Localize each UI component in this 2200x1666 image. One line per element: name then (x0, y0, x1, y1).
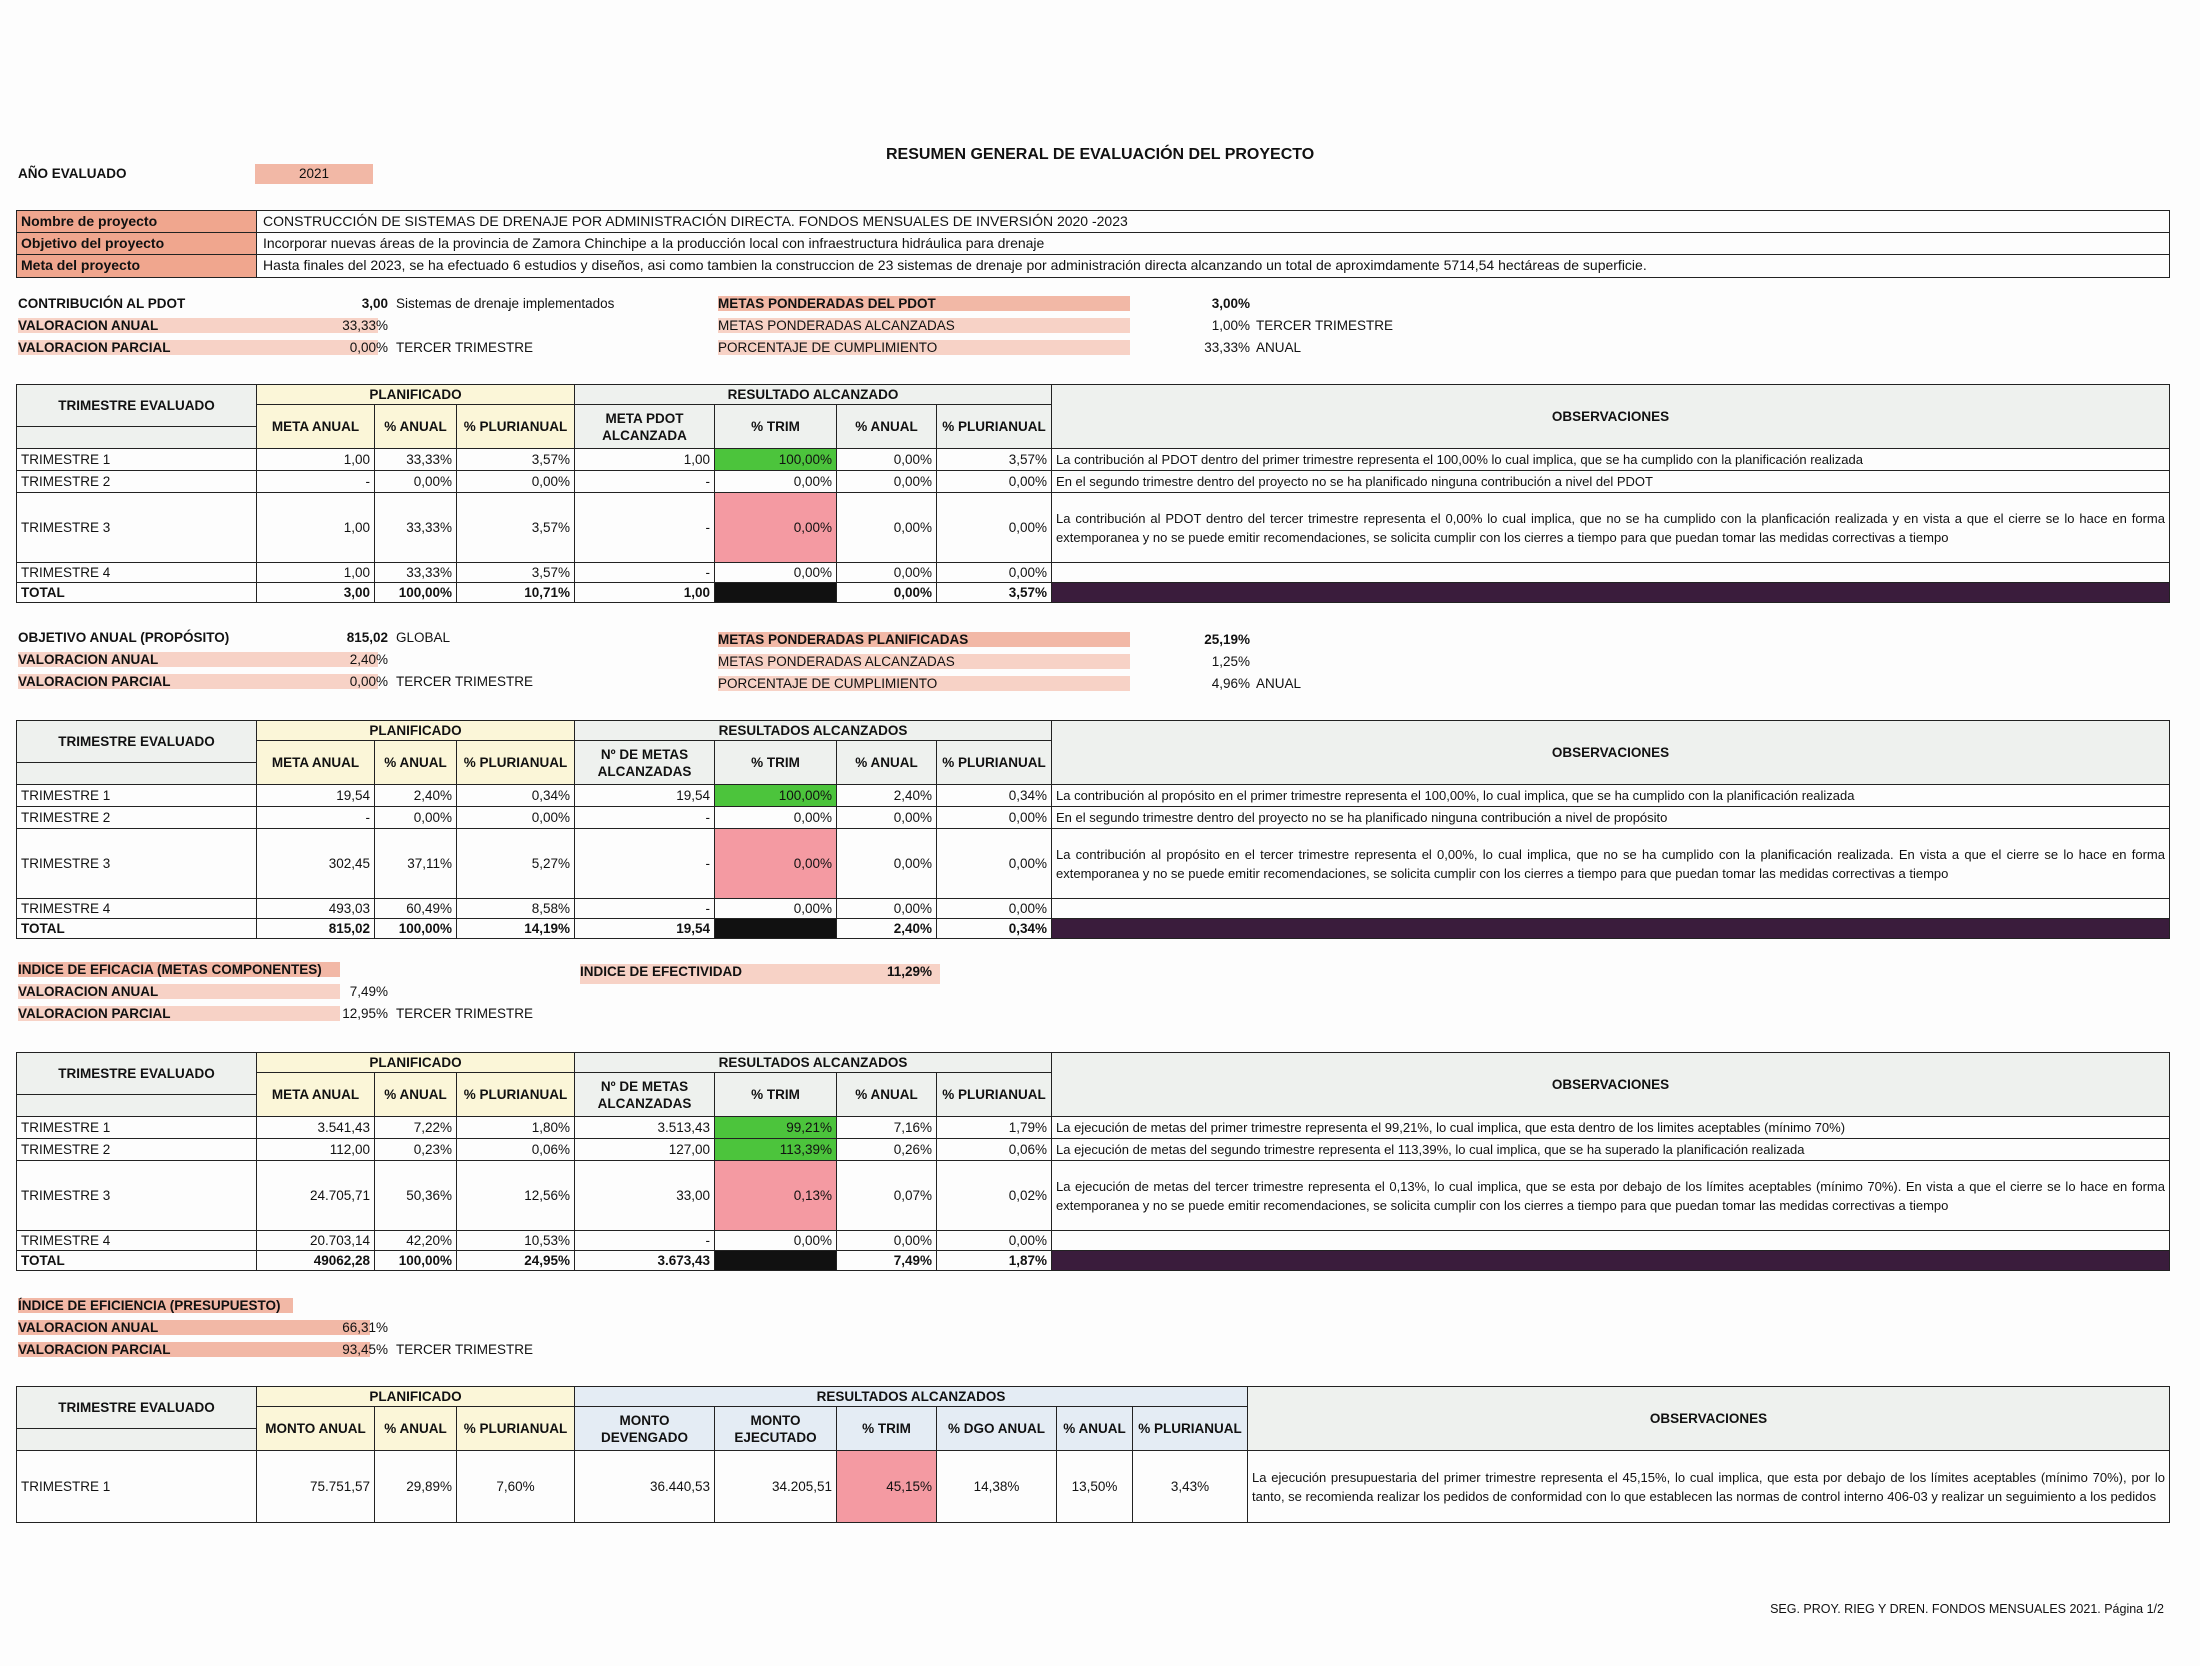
t2-r4-trimestre: TRIMESTRE 4 (17, 899, 257, 919)
t1-r3-meta-anual: 1,00 (257, 493, 375, 563)
t2-r2-trimestre: TRIMESTRE 2 (17, 807, 257, 829)
t1-r4-meta-anual: 1,00 (257, 563, 375, 583)
t3-r4-pct-plur: 10,53% (457, 1231, 575, 1251)
t1-total-obs-bar (1052, 583, 2170, 603)
t2-r4-pct-anual2: 0,00% (837, 899, 937, 919)
t3-h-pct-plur: % PLURIANUAL (457, 1073, 575, 1117)
t4-r1-monto-dev: 36.440,53 (575, 1451, 715, 1523)
t1-r4-pct-plur2: 0,00% (937, 563, 1052, 583)
t3-r1-pct-anual: 7,22% (375, 1117, 457, 1139)
t3-r2-trimestre: TRIMESTRE 2 (17, 1139, 257, 1161)
eficacia-val-anual-label: VALORACION ANUAL (18, 984, 340, 999)
prop-val-parcial-desc: TERCER TRIMESTRE (396, 674, 534, 689)
eficiencia-val-parcial-value: 93,45% (342, 1342, 388, 1357)
t1-r3-pct-plur: 3,57% (457, 493, 575, 563)
table-row (17, 1161, 2170, 1231)
t4-r1-pct-anual: 29,89% (375, 1451, 457, 1523)
t2-r4-pct-trim: 0,00% (715, 899, 837, 919)
prop-metas-alc-value: 1,25% (1211, 654, 1250, 669)
t2-h-pct-trim: % TRIM (715, 741, 837, 785)
t3-r3-nro-metas: 33,00 (575, 1161, 715, 1231)
table-row (17, 785, 2170, 807)
eficacia-summary (18, 962, 534, 1028)
pdot-table (16, 384, 2170, 603)
t1-h-pct-plur: % PLURIANUAL (457, 405, 575, 449)
prop-metas-pond-value: 25,19% (1204, 632, 1250, 647)
t2-r2-meta-anual: - (257, 807, 375, 829)
t2-total-obs-bar (1052, 919, 2170, 939)
t3-total-pct-trim (715, 1251, 837, 1271)
t3-r3-trimestre: TRIMESTRE 3 (17, 1161, 257, 1231)
t1-h-planificado: PLANIFICADO (257, 385, 575, 405)
t2-total-meta-anual: 815,02 (257, 919, 375, 939)
eficiencia-summary (18, 1298, 534, 1364)
t3-r2-pct-plur: 0,06% (457, 1139, 575, 1161)
t1-h-pct-anual2: % ANUAL (837, 405, 937, 449)
eficacia-val-anual-value: 7,49% (349, 984, 388, 999)
t1-total-meta-anual: 3,00 (257, 583, 375, 603)
table-total-row (17, 583, 2170, 603)
t1-r1-pct-plur2: 3,57% (937, 449, 1052, 471)
t3-h-pct-trim: % TRIM (715, 1073, 837, 1117)
t2-r2-pct-trim: 0,00% (715, 807, 837, 829)
t4-h-pct-plur: % PLURIANUAL (457, 1407, 575, 1451)
t3-h-meta-anual: META ANUAL (257, 1073, 375, 1117)
t4-h-pct-anual2: % ANUAL (1057, 1407, 1133, 1451)
t2-r3-pct-anual2: 0,00% (837, 829, 937, 899)
t4-h-obs: OBSERVACIONES (1248, 1387, 2170, 1451)
table-row (17, 1117, 2170, 1139)
table-row (17, 563, 2170, 583)
t1-total-pct-anual2: 0,00% (837, 583, 937, 603)
t2-r4-pct-plur: 8,58% (457, 899, 575, 919)
t4-h-resultado: RESULTADOS ALCANZADOS (575, 1387, 1248, 1407)
t2-h-pct-anual: % ANUAL (375, 741, 457, 785)
t1-r3-pct-anual2: 0,00% (837, 493, 937, 563)
t2-h-planificado: PLANIFICADO (257, 721, 575, 741)
project-info (16, 210, 2170, 278)
t1-r2-pct-plur: 0,00% (457, 471, 575, 493)
t2-r2-pct-plur2: 0,00% (937, 807, 1052, 829)
t2-h-trimestre: TRIMESTRE EVALUADO (17, 721, 257, 763)
t4-r1-monto-ejec: 34.205,51 (715, 1451, 837, 1523)
pdot-contrib-label: CONTRIBUCIÓN AL PDOT (18, 296, 186, 311)
t4-h-trimestre: TRIMESTRE EVALUADO (17, 1387, 257, 1429)
t3-r4-meta-anual: 20.703,14 (257, 1231, 375, 1251)
t1-h-meta-anual: META ANUAL (257, 405, 375, 449)
t2-r3-pct-trim: 0,00% (715, 829, 837, 899)
project-goal-value: Hasta finales del 2023, se ha efectuado 6 estudios y diseños, asi como tambien la construccion de 23 sistemas de drenaje por administración directa alcanzando un total de aproximdamente 5714,54 hectáreas de superficie. (263, 257, 1647, 273)
pdot-metas-alc-value: 1,00% (1211, 318, 1250, 333)
t2-total-pct-plur2: 0,34% (937, 919, 1052, 939)
pdot-metas-pond-value: 3,00% (1211, 296, 1250, 311)
t3-r3-meta-anual: 24.705,71 (257, 1161, 375, 1231)
t1-total-meta-pdot: 1,00 (575, 583, 715, 603)
t1-h-meta-pdot: META PDOT ALCANZADA (575, 405, 715, 449)
t3-r3-obs: La ejecución de metas del tercer trimestre representa el 0,13%, lo cual implica, que se esta por debajo de los límites aceptables (mínimo 70%). En vista a que el cierre se lo hace en forma extemporanea y no se puede emitir recomendaciones, se solicita cumplir con los cierres a tiempo para que puedan tomar las medidas correctivas a tiempo (1052, 1161, 2170, 1231)
t1-r4-trimestre: TRIMESTRE 4 (17, 563, 257, 583)
t1-r2-pct-anual2: 0,00% (837, 471, 937, 493)
t1-r4-meta-pdot: - (575, 563, 715, 583)
prop-metas-pond-label: METAS PONDERADAS PLANIFICADAS (718, 632, 1130, 647)
t3-r3-pct-trim: 0,13% (715, 1161, 837, 1231)
eficacia-val-parcial-value: 12,95% (342, 1006, 388, 1021)
eficacia-label: INDICE DE EFICACIA (METAS COMPONENTES) (18, 962, 340, 977)
t3-r2-nro-metas: 127,00 (575, 1139, 715, 1161)
t1-r2-pct-anual: 0,00% (375, 471, 457, 493)
t2-r1-pct-anual2: 2,40% (837, 785, 937, 807)
t2-r3-obs: La contribución al propósito en el tercer trimestre representa el 0,00%, lo cual implica, que no se ha cumplido con la planificación realizada. En vista a que el cierre se lo hace en forma extemporanea y no se puede emitir recomendaciones, se solicita cumplir con los cierres a tiempo para que puedan tomar las medidas correctivas a tiempo (1052, 829, 2170, 899)
t3-r1-meta-anual: 3.541,43 (257, 1117, 375, 1139)
pdot-val-parcial-value: 0,00% (349, 340, 388, 355)
t3-r4-pct-plur2: 0,00% (937, 1231, 1052, 1251)
t1-h-pct-trim: % TRIM (715, 405, 837, 449)
t3-r4-obs (1052, 1231, 2170, 1251)
t1-r2-pct-trim: 0,00% (715, 471, 837, 493)
eficacia-table (16, 1052, 2170, 1271)
t2-r1-pct-anual: 2,40% (375, 785, 457, 807)
t1-r3-pct-anual: 33,33% (375, 493, 457, 563)
t3-total-nro-metas: 3.673,43 (575, 1251, 715, 1271)
t4-h-pct-anual: % ANUAL (375, 1407, 457, 1451)
t4-h-spacer (17, 1429, 257, 1451)
t3-h-pct-plur2: % PLURIANUAL (937, 1073, 1052, 1117)
t2-r3-pct-plur2: 0,00% (937, 829, 1052, 899)
efectividad-value: 11,29% (886, 964, 932, 979)
t2-r1-pct-trim: 100,00% (715, 785, 837, 807)
anio-value: 2021 (255, 164, 373, 184)
prop-val-parcial-value: 0,00% (349, 674, 388, 689)
t2-r2-nro-metas: - (575, 807, 715, 829)
eficiencia-val-parcial-label: VALORACION PARCIAL (18, 1342, 370, 1357)
project-goal-label: Meta del proyecto (17, 255, 257, 277)
pdot-contrib-value: 3,00 (361, 296, 388, 311)
pdot-val-parcial-desc: TERCER TRIMESTRE (396, 340, 534, 355)
t4-h-monto-ejec: MONTO EJECUTADO (715, 1407, 837, 1451)
t3-r3-pct-anual2: 0,07% (837, 1161, 937, 1231)
table-total-row (17, 919, 2170, 939)
t1-r1-obs: La contribución al PDOT dentro del primer trimestre representa el 100,00% lo cual implica, que se ha cumplido con la planificación realizada (1052, 449, 2170, 471)
t3-h-pct-anual: % ANUAL (375, 1073, 457, 1117)
pdot-metas-alc-desc: TERCER TRIMESTRE (1256, 318, 1394, 333)
t4-h-planificado: PLANIFICADO (257, 1387, 575, 1407)
prop-obj-desc: GLOBAL (396, 630, 451, 645)
prop-obj-label: OBJETIVO ANUAL (PROPÓSITO) (18, 630, 230, 645)
pdot-val-anual-value: 33,33% (342, 318, 388, 333)
t2-total-label: TOTAL (17, 919, 257, 939)
t2-r1-pct-plur2: 0,34% (937, 785, 1052, 807)
t3-r1-trimestre: TRIMESTRE 1 (17, 1117, 257, 1139)
t1-r4-pct-trim: 0,00% (715, 563, 837, 583)
t3-total-meta-anual: 49062,28 (257, 1251, 375, 1271)
prop-obj-value: 815,02 (346, 630, 388, 645)
project-name-value: CONSTRUCCIÓN DE SISTEMAS DE DRENAJE POR ADMINISTRACIÓN DIRECTA. FONDOS MENSUALES DE INVERSIÓN 2020 -2023 (263, 213, 1128, 229)
t3-r1-pct-trim: 99,21% (715, 1117, 837, 1139)
pdot-metas-alc-label: METAS PONDERADAS ALCANZADAS (718, 318, 1130, 333)
t1-r2-meta-anual: - (257, 471, 375, 493)
t1-r1-pct-plur: 3,57% (457, 449, 575, 471)
t2-r2-pct-anual: 0,00% (375, 807, 457, 829)
t2-r4-nro-metas: - (575, 899, 715, 919)
table-row (17, 493, 2170, 563)
table-row (17, 899, 2170, 919)
eficiencia-val-anual-value: 66,31% (342, 1320, 388, 1335)
pdot-cumpl-value: 33,33% (1204, 340, 1250, 355)
t1-h-obs: OBSERVACIONES (1052, 385, 2170, 449)
t3-h-pct-anual2: % ANUAL (837, 1073, 937, 1117)
table-row (17, 449, 2170, 471)
t3-r4-pct-anual: 42,20% (375, 1231, 457, 1251)
t1-h-pct-anual: % ANUAL (375, 405, 457, 449)
anio-label: AÑO EVALUADO (18, 166, 127, 181)
page-title: RESUMEN GENERAL DE EVALUACIÓN DEL PROYECTO (886, 146, 1315, 163)
t2-total-nro-metas: 19,54 (575, 919, 715, 939)
t2-h-obs: OBSERVACIONES (1052, 721, 2170, 785)
t2-h-meta-anual: META ANUAL (257, 741, 375, 785)
t3-r2-obs: La ejecución de metas del segundo trimestre representa el 113,39%, lo cual implica, que se ha superado la planificación realizada (1052, 1139, 2170, 1161)
t2-r4-pct-anual: 60,49% (375, 899, 457, 919)
t3-r4-pct-trim: 0,00% (715, 1231, 837, 1251)
t3-total-pct-plur2: 1,87% (937, 1251, 1052, 1271)
t3-r2-pct-anual2: 0,26% (837, 1139, 937, 1161)
t3-r1-nro-metas: 3.513,43 (575, 1117, 715, 1139)
eficacia-val-parcial-desc: TERCER TRIMESTRE (396, 1006, 534, 1021)
t3-r1-pct-plur: 1,80% (457, 1117, 575, 1139)
t1-r1-meta-pdot: 1,00 (575, 449, 715, 471)
t3-h-planificado: PLANIFICADO (257, 1053, 575, 1073)
project-goal-row (17, 255, 2169, 277)
eficiencia-val-parcial-desc: TERCER TRIMESTRE (396, 1342, 534, 1357)
t1-r3-trimestre: TRIMESTRE 3 (17, 493, 257, 563)
t1-r3-meta-pdot: - (575, 493, 715, 563)
t2-r1-trimestre: TRIMESTRE 1 (17, 785, 257, 807)
efectividad-label: INDICE DE EFECTIVIDAD (580, 964, 743, 979)
t2-r2-pct-anual2: 0,00% (837, 807, 937, 829)
t3-r1-pct-plur2: 1,79% (937, 1117, 1052, 1139)
t3-r2-pct-trim: 113,39% (715, 1139, 837, 1161)
t3-h-trimestre: TRIMESTRE EVALUADO (17, 1053, 257, 1095)
eficiencia-label: ÍNDICE DE EFICIENCIA (PRESUPUESTO) (18, 1298, 293, 1313)
t2-h-nro-metas: Nº DE METAS ALCANZADAS (575, 741, 715, 785)
t4-h-monto-dev: MONTO DEVENGADO (575, 1407, 715, 1451)
t3-r3-pct-anual: 50,36% (375, 1161, 457, 1231)
t1-r4-pct-anual: 33,33% (375, 563, 457, 583)
table-row (17, 1139, 2170, 1161)
prop-cumpl-desc: ANUAL (1256, 676, 1302, 691)
eficiencia-table (16, 1386, 2170, 1523)
t3-total-pct-anual: 100,00% (375, 1251, 457, 1271)
t2-r4-meta-anual: 493,03 (257, 899, 375, 919)
pdot-metas-summary (718, 296, 1394, 362)
t1-total-pct-trim (715, 583, 837, 603)
t1-r1-pct-anual: 33,33% (375, 449, 457, 471)
project-name-label: Nombre de proyecto (17, 211, 257, 232)
t1-r1-pct-anual2: 0,00% (837, 449, 937, 471)
table-row (17, 807, 2170, 829)
t1-r2-trimestre: TRIMESTRE 2 (17, 471, 257, 493)
pdot-val-parcial-label: VALORACION PARCIAL (18, 340, 378, 355)
t2-r3-trimestre: TRIMESTRE 3 (17, 829, 257, 899)
project-objective-label: Objetivo del proyecto (17, 233, 257, 254)
proposito-metas-summary (718, 632, 1302, 698)
t1-r4-pct-plur: 3,57% (457, 563, 575, 583)
t3-r2-pct-plur2: 0,06% (937, 1139, 1052, 1161)
project-objective-value: Incorporar nuevas áreas de la provincia de Zamora Chinchipe a la producción local con infraestructura hidráulica para drenaje (263, 235, 1045, 251)
t3-total-pct-plur: 24,95% (457, 1251, 575, 1271)
t2-r4-obs (1052, 899, 2170, 919)
t4-r1-trimestre: TRIMESTRE 1 (17, 1451, 257, 1523)
t4-h-pct-trim: % TRIM (837, 1407, 937, 1451)
efectividad-box (580, 964, 940, 984)
t1-h-pct-plur2: % PLURIANUAL (937, 405, 1052, 449)
pdot-val-anual-label: VALORACION ANUAL (18, 318, 378, 333)
t1-total-label: TOTAL (17, 583, 257, 603)
prop-val-anual-value: 2,40% (349, 652, 388, 667)
t2-total-pct-trim (715, 919, 837, 939)
page-footer: SEG. PROY. RIEG Y DREN. FONDOS MENSUALES 2021. Página 1/2 (1770, 1602, 2164, 1616)
t2-r3-pct-anual: 37,11% (375, 829, 457, 899)
prop-val-anual-label: VALORACION ANUAL (18, 652, 378, 667)
prop-cumpl-value: 4,96% (1211, 676, 1250, 691)
t3-total-obs-bar (1052, 1251, 2170, 1271)
t2-r3-pct-plur: 5,27% (457, 829, 575, 899)
pdot-cumpl-desc: ANUAL (1256, 340, 1302, 355)
t1-h-spacer (17, 427, 257, 449)
pdot-contrib-desc: Sistemas de drenaje implementados (396, 296, 615, 311)
t3-r4-trimestre: TRIMESTRE 4 (17, 1231, 257, 1251)
t4-h-pct-plur2: % PLURIANUAL (1133, 1407, 1248, 1451)
table-row (17, 829, 2170, 899)
prop-cumpl-label: PORCENTAJE DE CUMPLIMIENTO (718, 676, 1130, 691)
t4-r1-pct-plur2: 3,43% (1133, 1451, 1248, 1523)
t1-r2-pct-plur2: 0,00% (937, 471, 1052, 493)
t2-r1-obs: La contribución al propósito en el primer trimestre representa el 100,00%, lo cual implica, que se ha cumplido con la planificación realizada (1052, 785, 2170, 807)
t2-r3-nro-metas: - (575, 829, 715, 899)
t2-r2-pct-plur: 0,00% (457, 807, 575, 829)
t3-r2-meta-anual: 112,00 (257, 1139, 375, 1161)
t2-total-pct-anual2: 2,40% (837, 919, 937, 939)
prop-val-parcial-label: VALORACION PARCIAL (18, 674, 378, 689)
t1-total-pct-anual: 100,00% (375, 583, 457, 603)
t4-r1-monto-anual: 75.751,57 (257, 1451, 375, 1523)
t3-r3-pct-plur2: 0,02% (937, 1161, 1052, 1231)
t1-r1-trimestre: TRIMESTRE 1 (17, 449, 257, 471)
project-objective-row (17, 233, 2169, 255)
t3-total-label: TOTAL (17, 1251, 257, 1271)
table-row (17, 1231, 2170, 1251)
pdot-summary (18, 296, 615, 362)
t1-r1-pct-trim: 100,00% (715, 449, 837, 471)
t2-r2-obs: En el segundo trimestre dentro del proyecto no se ha planificado ninguna contribución a nivel de propósito (1052, 807, 2170, 829)
t2-total-pct-anual: 100,00% (375, 919, 457, 939)
t2-r4-pct-plur2: 0,00% (937, 899, 1052, 919)
t1-r2-meta-pdot: - (575, 471, 715, 493)
t2-r1-meta-anual: 19,54 (257, 785, 375, 807)
eficiencia-val-anual-label: VALORACION ANUAL (18, 1320, 370, 1335)
t2-h-pct-anual2: % ANUAL (837, 741, 937, 785)
t1-h-resultado: RESULTADO ALCANZADO (575, 385, 1052, 405)
proposito-summary (18, 630, 534, 696)
t3-r1-pct-anual2: 7,16% (837, 1117, 937, 1139)
table-total-row (17, 1251, 2170, 1271)
t2-h-pct-plur: % PLURIANUAL (457, 741, 575, 785)
t3-r4-pct-anual2: 0,00% (837, 1231, 937, 1251)
t1-r3-obs: La contribución al PDOT dentro del tercer trimestre representa el 0,00% lo cual implica, que no se ha cumplido con la planficación realizada y en vista a que el cierre se lo hace en forma extemporanea y no se puede emitir recomendaciones, se solicita cumplir con los cierres a tiempo para que puedan tomar las medidas correctivas a tiempo (1052, 493, 2170, 563)
t2-h-resultado: RESULTADOS ALCANZADOS (575, 721, 1052, 741)
t2-r1-nro-metas: 19,54 (575, 785, 715, 807)
pdot-cumpl-label: PORCENTAJE DE CUMPLIMIENTO (718, 340, 1130, 355)
pdot-metas-pond-label: METAS PONDERADAS DEL PDOT (718, 296, 1130, 311)
t3-h-spacer (17, 1095, 257, 1117)
t3-r4-nro-metas: - (575, 1231, 715, 1251)
t2-r3-meta-anual: 302,45 (257, 829, 375, 899)
t1-r4-obs (1052, 563, 2170, 583)
t4-h-pct-dgo: % DGO ANUAL (937, 1407, 1057, 1451)
t4-r1-pct-anual2: 13,50% (1057, 1451, 1133, 1523)
t3-h-obs: OBSERVACIONES (1052, 1053, 2170, 1117)
t1-r3-pct-trim: 0,00% (715, 493, 837, 563)
t1-r1-meta-anual: 1,00 (257, 449, 375, 471)
project-name-row (17, 211, 2169, 233)
t4-r1-pct-plur: 7,60% (457, 1451, 575, 1523)
t1-r3-pct-plur2: 0,00% (937, 493, 1052, 563)
t3-r3-pct-plur: 12,56% (457, 1161, 575, 1231)
eficacia-val-parcial-label: VALORACION PARCIAL (18, 1006, 340, 1021)
t3-h-nro-metas: Nº DE METAS ALCANZADAS (575, 1073, 715, 1117)
t2-total-pct-plur: 14,19% (457, 919, 575, 939)
t1-r2-obs: En el segundo trimestre dentro del proyecto no se ha planificado ninguna contribución a nivel del PDOT (1052, 471, 2170, 493)
t3-r2-pct-anual: 0,23% (375, 1139, 457, 1161)
t3-r1-obs: La ejecución de metas del primer trimestre representa el 99,21%, lo cual implica, que esta dentro de los limites aceptables (mínimo 70%) (1052, 1117, 2170, 1139)
table-row (17, 471, 2170, 493)
t4-r1-pct-dgo: 14,38% (937, 1451, 1057, 1523)
t2-r1-pct-plur: 0,34% (457, 785, 575, 807)
t3-h-resultado: RESULTADOS ALCANZADOS (575, 1053, 1052, 1073)
t1-total-pct-plur2: 3,57% (937, 583, 1052, 603)
t1-total-pct-plur: 10,71% (457, 583, 575, 603)
proposito-table (16, 720, 2170, 939)
t4-h-monto-anual: MONTO ANUAL (257, 1407, 375, 1451)
t2-h-pct-plur2: % PLURIANUAL (937, 741, 1052, 785)
t1-h-trimestre: TRIMESTRE EVALUADO (17, 385, 257, 427)
prop-metas-alc-label: METAS PONDERADAS ALCANZADAS (718, 654, 1130, 669)
t4-r1-pct-trim: 45,15% (837, 1451, 937, 1523)
t4-r1-obs: La ejecución presupuestaria del primer trimestre representa el 45,15%, lo cual implica, que esta por debajo de los límites aceptables (mínimo 70%), por lo tanto, se recomienda realizar los pedidos de conformidad con lo que establecen las normas de control interno 406-03 y realizar un seguimiento a los pedidos (1248, 1451, 2170, 1523)
t3-total-pct-anual2: 7,49% (837, 1251, 937, 1271)
t1-r4-pct-anual2: 0,00% (837, 563, 937, 583)
table-row (17, 1451, 2170, 1523)
t2-h-spacer (17, 763, 257, 785)
